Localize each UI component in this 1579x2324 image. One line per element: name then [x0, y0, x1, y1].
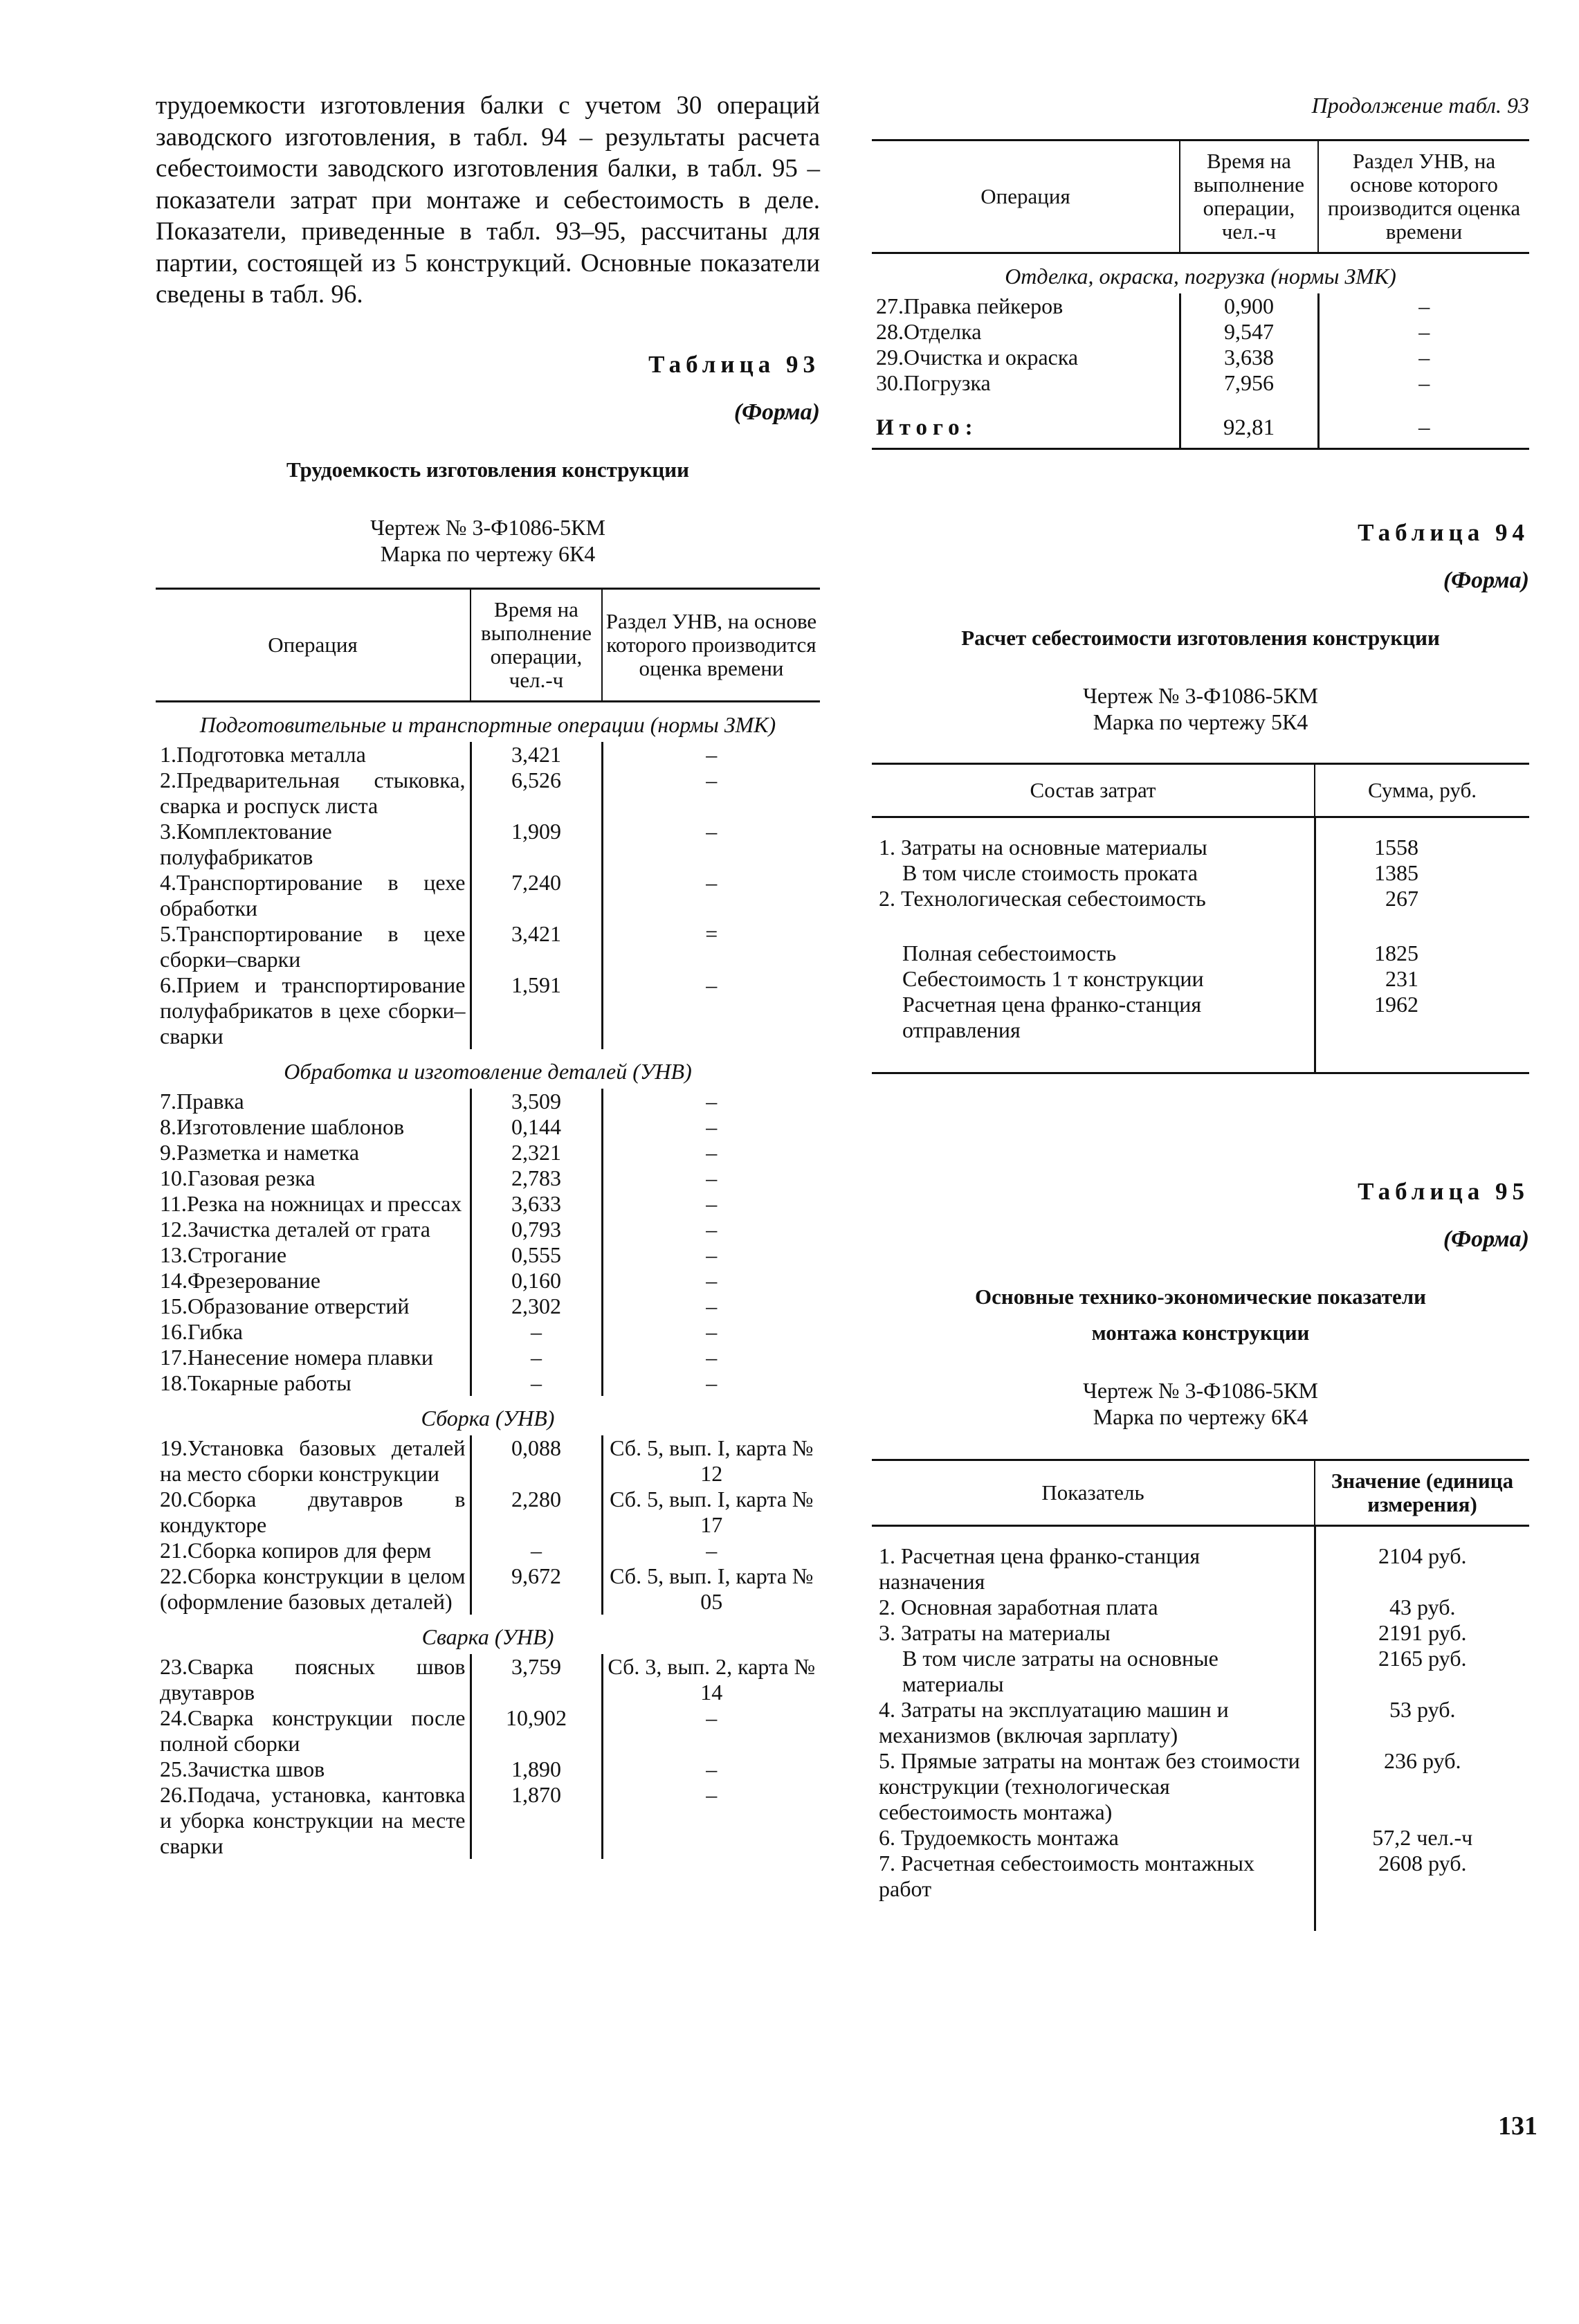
table-row — [156, 1370, 820, 1396]
row-number: 2. — [160, 767, 176, 792]
operation-name: Сварка поясных швов двутавров — [160, 1653, 466, 1705]
time-cell: 0,160 — [471, 1268, 602, 1293]
row-number: 7. — [160, 1088, 176, 1114]
table-row — [156, 1217, 820, 1242]
table-row — [872, 1646, 1529, 1697]
value-cell: 57,2 чел.-ч — [1315, 1825, 1529, 1851]
header-cost-item: Состав затрат — [872, 764, 1315, 817]
time-cell: – — [471, 1538, 602, 1563]
row-number: 22. — [160, 1563, 188, 1588]
operation-name: Газовая резка — [188, 1165, 316, 1190]
table94-body — [872, 817, 1529, 1073]
row-number: 20. — [160, 1486, 188, 1511]
table94-drawing: Чертеж № 3-Ф1086-5КМ — [1083, 683, 1318, 708]
time-cell: 7,240 — [471, 870, 602, 921]
spacer-row — [872, 1043, 1529, 1072]
row-number: 12. — [160, 1216, 188, 1242]
table93-header-row-cont — [872, 140, 1529, 253]
operation-cell — [872, 345, 1180, 370]
reference-cell: – — [1418, 319, 1430, 344]
time-cell: 0,144 — [471, 1114, 602, 1140]
operation-cell — [156, 1370, 471, 1396]
operation-cell — [156, 921, 471, 972]
reference-cell: Сб. 5, вып. I, карта № 05 — [610, 1563, 814, 1614]
table94-marka: Марка по чертежу 5К4 — [1093, 709, 1308, 734]
operation-cell — [156, 1782, 471, 1859]
operation-cell — [156, 1089, 471, 1114]
reference-cell: – — [706, 1781, 718, 1807]
operation-cell — [872, 293, 1180, 319]
section-title: Отделка, окраска, погрузка (нормы ЗМК) — [1005, 264, 1396, 289]
operation-cell — [156, 1268, 471, 1293]
spacer-cell — [1315, 1526, 1529, 1544]
operation-name: Сборка двутавров в кондукторе — [160, 1486, 466, 1537]
table-row — [156, 1268, 820, 1293]
time-cell: 0,088 — [471, 1435, 602, 1487]
row-number: 23. — [160, 1653, 188, 1679]
table-row — [156, 1756, 820, 1782]
reference-cell: – — [706, 1139, 718, 1165]
header-time: Время на выполнение операции, чел.-ч — [1180, 140, 1318, 253]
label-cell: 7. Расчетная себестоимость монтажных работ — [879, 1851, 1254, 1901]
value-cell: 2165 руб. — [1315, 1646, 1529, 1697]
operation-name: Установка базовых деталей на место сборки конструкции — [160, 1435, 466, 1486]
label-cell: Себестоимость 1 т конструкции — [902, 966, 1204, 991]
label-cell: Полная себестоимость — [902, 941, 1117, 965]
row-number: 4. — [160, 869, 176, 895]
time-cell: 10,902 — [471, 1705, 602, 1756]
table-row — [872, 1748, 1529, 1825]
total-ref: – — [1418, 415, 1430, 440]
table-row — [872, 1620, 1529, 1646]
table93-left — [156, 588, 820, 1859]
operation-cell — [156, 742, 471, 768]
section-row — [872, 253, 1529, 294]
reference-cell: – — [706, 1370, 718, 1395]
section-row — [156, 1615, 820, 1654]
row-number: 18. — [160, 1370, 188, 1395]
table94-header-row — [872, 764, 1529, 817]
header-operation: Операция — [156, 588, 471, 701]
reference-cell: – — [706, 1114, 718, 1139]
table93-forma: (Форма) — [733, 399, 820, 425]
row-number: 30. — [876, 370, 904, 395]
operation-name: Очистка и окраска — [904, 345, 1079, 370]
operation-name: Нанесение номера плавки — [188, 1344, 433, 1370]
spacer-cell — [872, 1043, 1315, 1072]
row-number: 11. — [160, 1190, 187, 1216]
value-cell: 236 руб. — [1315, 1748, 1529, 1825]
table93-right — [872, 139, 1529, 448]
row-number: 25. — [160, 1756, 188, 1781]
value-cell: 1962 — [1315, 992, 1529, 1043]
reference-cell: = — [705, 920, 718, 946]
table93-header-row — [156, 588, 820, 701]
value-cell: 2608 руб. — [1315, 1851, 1529, 1902]
row-number: 19. — [160, 1435, 188, 1460]
left-column — [156, 90, 820, 1859]
operation-cell — [156, 1756, 471, 1782]
section-title: Сборка (УНВ) — [421, 1405, 555, 1431]
section-title: Обработка и изготовление деталей (УНВ) — [284, 1058, 692, 1084]
spacer-row — [872, 817, 1529, 835]
reference-cell: – — [706, 1190, 718, 1216]
spacer-row — [872, 1526, 1529, 1544]
operation-cell — [156, 1654, 471, 1705]
reference-cell: – — [1418, 345, 1430, 370]
time-cell: 3,421 — [471, 921, 602, 972]
table-row — [156, 972, 820, 1049]
operation-cell — [156, 1165, 471, 1191]
time-cell: 9,672 — [471, 1563, 602, 1615]
time-cell: – — [471, 1345, 602, 1370]
row-number: 15. — [160, 1293, 188, 1318]
table-row — [156, 1140, 820, 1165]
reference-cell: – — [706, 741, 718, 767]
time-cell: 2,302 — [471, 1293, 602, 1319]
table-row — [872, 1595, 1529, 1620]
reference-cell: – — [706, 818, 718, 844]
table-row — [156, 742, 820, 768]
section-title: Сварка (УНВ) — [421, 1624, 554, 1649]
table-row — [156, 1165, 820, 1191]
page-number: 131 — [1498, 2112, 1537, 2141]
reference-cell: – — [706, 1705, 718, 1730]
table-row — [872, 1543, 1529, 1595]
reference-cell: – — [706, 1344, 718, 1370]
table-row — [872, 966, 1529, 992]
time-cell: 0,555 — [471, 1242, 602, 1268]
operation-cell — [156, 1293, 471, 1319]
label-cell: Расчетная цена франко-станция отправления — [902, 992, 1202, 1042]
operation-cell — [156, 972, 471, 1049]
row-number: 13. — [160, 1242, 188, 1267]
table-row — [872, 886, 1529, 911]
operation-cell — [156, 1242, 471, 1268]
time-cell: 9,547 — [1180, 319, 1318, 345]
table-row — [872, 1697, 1529, 1748]
table95-drawing-info — [872, 1377, 1529, 1430]
operation-cell — [156, 1435, 471, 1487]
operation-name: Изготовление шаблонов — [176, 1114, 405, 1139]
reference-cell: Сб. 3, вып. 2, карта № 14 — [608, 1653, 816, 1705]
operation-cell — [156, 1487, 471, 1538]
table95-body — [872, 1526, 1529, 1932]
table95-title: Основные технико-экономические показатели монтажа конструкции — [975, 1284, 1426, 1345]
reference-cell: – — [706, 1293, 718, 1318]
spacer-cell — [1315, 1902, 1529, 1931]
value-cell: 1825 — [1315, 941, 1529, 966]
table-row — [156, 1293, 820, 1319]
operation-name: Разметка и наметка — [176, 1139, 360, 1165]
label-cell: В том числе стоимость проката — [902, 860, 1198, 885]
operation-name: Сварка конструкции после полной сборки — [160, 1705, 466, 1756]
row-number: 17. — [160, 1344, 188, 1370]
row-number: 29. — [876, 345, 904, 370]
reference-cell: – — [706, 972, 718, 997]
right-column — [872, 90, 1529, 1931]
time-cell: 2,280 — [471, 1487, 602, 1538]
table-row — [156, 1487, 820, 1538]
table93-total — [872, 396, 1529, 448]
operation-name: Предварительная стыковка, сварка и роспуск листа — [160, 767, 466, 818]
label-cell: 1. Расчетная цена франко-станция назначения — [879, 1543, 1201, 1594]
time-cell: 7,956 — [1180, 370, 1318, 396]
table93-drawing: Чертеж № 3-Ф1086-5КМ — [370, 514, 605, 540]
header-sum: Сумма, руб. — [1315, 764, 1529, 817]
table94 — [872, 763, 1529, 1072]
table94-forma: (Форма) — [1443, 568, 1529, 593]
operation-cell — [156, 1538, 471, 1563]
spacer-cell — [872, 911, 1315, 941]
table-row — [872, 992, 1529, 1043]
reference-cell: – — [706, 1242, 718, 1267]
value-cell: 267 — [1315, 886, 1529, 911]
time-cell: 6,526 — [471, 768, 602, 819]
operation-name: Строгание — [188, 1242, 287, 1267]
operation-cell — [156, 819, 471, 870]
table93-bottom-rule — [872, 448, 1529, 450]
operation-name: Сборка копиров для ферм — [188, 1537, 432, 1563]
value-cell: 2104 руб. — [1315, 1543, 1529, 1595]
operation-name: Сборка конструкции в целом (оформление базовых деталей) — [160, 1563, 466, 1614]
table95 — [872, 1459, 1529, 1931]
operation-cell — [156, 1345, 471, 1370]
value-cell: 53 руб. — [1315, 1697, 1529, 1748]
reference-cell: – — [706, 1165, 718, 1190]
value-cell: 1385 — [1315, 860, 1529, 886]
table-row — [156, 1705, 820, 1756]
operation-cell — [156, 768, 471, 819]
operation-cell — [156, 1319, 471, 1345]
reference-cell: – — [706, 869, 718, 895]
reference-cell: Сб. 5, вып. I, карта № 17 — [610, 1486, 814, 1537]
header-reference: Раздел УНВ, на основе которого производится оценка времени — [1318, 140, 1529, 253]
row-number: 6. — [160, 972, 176, 997]
table93-left-body — [156, 701, 820, 1859]
table-row — [872, 293, 1529, 319]
table-row — [156, 1345, 820, 1370]
table-row — [872, 370, 1529, 396]
label-cell: 5. Прямые затраты на монтаж без стоимости конструкции (технологическая себестоимость монтажа) — [879, 1748, 1300, 1824]
table94-title: Расчет себестоимости изготовления конструкции — [961, 626, 1440, 650]
spacer-cell — [872, 817, 1315, 835]
label-cell: 3. Затраты на материалы — [879, 1620, 1111, 1645]
label-cell: В том числе затраты на основные материалы — [902, 1646, 1219, 1696]
spacer-cell — [872, 1902, 1315, 1931]
table94-bottom-rule — [872, 1072, 1529, 1074]
value-cell: 1558 — [1315, 835, 1529, 860]
operation-name: Подача, установка, кантовка и уборка конструкции на месте сварки — [160, 1781, 466, 1858]
table-row — [156, 1563, 820, 1615]
row-number: 8. — [160, 1114, 176, 1139]
row-number: 16. — [160, 1318, 188, 1344]
label-cell: 6. Трудоемкость монтажа — [879, 1825, 1119, 1850]
table-row — [156, 1538, 820, 1563]
row-number: 26. — [160, 1781, 188, 1807]
reference-cell: – — [1418, 370, 1430, 395]
table-row — [156, 1191, 820, 1217]
header-value: Значение (единица измерения) — [1315, 1460, 1529, 1526]
table-row — [156, 768, 820, 819]
row-number: 27. — [876, 293, 904, 318]
table-row — [872, 1851, 1529, 1902]
operation-name: Правка — [176, 1088, 244, 1114]
table-row — [872, 941, 1529, 966]
operation-name: Зачистка деталей от грата — [188, 1216, 430, 1242]
operation-name: Транспортирование в цехе сборки–сварки — [160, 920, 466, 972]
spacer-cell — [1315, 1043, 1529, 1072]
table-row — [156, 1782, 820, 1859]
time-cell: 3,421 — [471, 742, 602, 768]
operation-name: Транспортирование в цехе обработки — [160, 869, 466, 920]
time-cell: 3,759 — [471, 1654, 602, 1705]
spacer-cell — [1315, 817, 1529, 835]
table94-number: Таблица 94 — [1358, 519, 1529, 546]
table-row — [872, 835, 1529, 860]
operation-name: Резка на ножницах и прессах — [186, 1190, 462, 1216]
table95-forma: (Форма) — [1443, 1226, 1529, 1252]
reference-cell: – — [706, 767, 718, 792]
row-number: 21. — [160, 1537, 188, 1563]
reference-cell: – — [706, 1216, 718, 1242]
reference-cell: – — [706, 1318, 718, 1344]
time-cell: 1,909 — [471, 819, 602, 870]
operation-cell — [156, 1191, 471, 1217]
table-row — [872, 345, 1529, 370]
table93-continuation: Продолжение табл. 93 — [1311, 93, 1529, 118]
value-cell: 231 — [1315, 966, 1529, 992]
reference-cell: – — [706, 1537, 718, 1563]
operation-name: Комплектование полуфабрикатов — [160, 818, 332, 869]
reference-cell: – — [1418, 293, 1430, 318]
row-number: 1. — [160, 741, 176, 767]
section-row — [156, 701, 820, 742]
spacer-cell — [1315, 911, 1529, 941]
table-row — [156, 1114, 820, 1140]
intro-paragraph: трудоемкости изготовления балки с учетом 30 операций заводского изготовления, в табл. 94 – результаты расчета себестоимости заводского изготовления балки, в табл. 95 – показатели затрат при монтаже и себестоимость в деле. Показатели, приведенные в табл. 93–95, рассчитаны для партии, состоящей из 5 конструкций. Основные показатели сведены в табл. 96. — [156, 91, 820, 309]
time-cell: – — [471, 1370, 602, 1396]
table-row — [156, 1319, 820, 1345]
value-cell: 43 руб. — [1315, 1595, 1529, 1620]
table-row — [872, 319, 1529, 345]
time-cell: – — [471, 1319, 602, 1345]
total-label: Итого: — [876, 415, 978, 440]
operation-cell — [872, 319, 1180, 345]
table95-header-row — [872, 1460, 1529, 1526]
table95-number: Таблица 95 — [1358, 1178, 1529, 1205]
reference-cell: Сб. 5, вып. I, карта № 12 — [610, 1435, 814, 1486]
header-indicator: Показатель — [872, 1460, 1315, 1526]
table-row — [156, 1654, 820, 1705]
table95-drawing: Чертеж № 3-Ф1086-5КМ — [1083, 1378, 1318, 1403]
label-cell: 2. Основная заработная плата — [879, 1595, 1158, 1619]
label-cell: 4. Затраты на эксплуатацию машин и механизмов (включая зарплату) — [879, 1697, 1229, 1747]
table93-right-body — [872, 253, 1529, 397]
spacer-cell — [872, 1526, 1315, 1544]
section-row — [156, 1396, 820, 1435]
time-cell: 0,900 — [1180, 293, 1318, 319]
time-cell: 3,633 — [471, 1191, 602, 1217]
operation-name: Правка пейкеров — [904, 293, 1064, 318]
reference-cell: – — [706, 1088, 718, 1114]
table94-drawing-info — [872, 682, 1529, 735]
operation-cell — [872, 370, 1180, 396]
operation-name: Подготовка металла — [176, 741, 366, 767]
reference-cell: – — [706, 1756, 718, 1781]
table95-marka: Марка по чертежу 6К4 — [1093, 1404, 1308, 1429]
table93-title: Трудоемкость изготовления конструкции — [286, 457, 689, 482]
reference-cell: – — [706, 1267, 718, 1293]
operation-name: Токарные работы — [188, 1370, 352, 1395]
row-number: 14. — [160, 1267, 188, 1293]
operation-cell — [156, 1217, 471, 1242]
time-cell: 3,509 — [471, 1089, 602, 1114]
operation-cell — [156, 1140, 471, 1165]
table-row — [872, 860, 1529, 886]
row-number: 24. — [160, 1705, 188, 1730]
table-row — [156, 921, 820, 972]
header-operation: Операция — [872, 140, 1180, 253]
operation-name: Фрезерование — [188, 1267, 321, 1293]
time-cell: 1,890 — [471, 1756, 602, 1782]
section-title: Подготовительные и транспортные операции (нормы ЗМК) — [199, 711, 776, 737]
operation-name: Погрузка — [904, 370, 991, 395]
table-row — [156, 1089, 820, 1114]
table93-drawing-info — [156, 514, 820, 567]
total-time: 92,81 — [1180, 396, 1318, 448]
operation-cell — [156, 870, 471, 921]
operation-cell — [156, 1563, 471, 1615]
time-cell: 2,321 — [471, 1140, 602, 1165]
row-number: 9. — [160, 1139, 176, 1165]
operation-name: Отделка — [904, 319, 982, 344]
operation-name: Зачистка швов — [188, 1756, 325, 1781]
table-row — [156, 1242, 820, 1268]
row-number: 28. — [876, 319, 904, 344]
operation-name: Образование отверстий — [188, 1293, 410, 1318]
row-number: 10. — [160, 1165, 188, 1190]
operation-cell — [156, 1114, 471, 1140]
table-row — [156, 870, 820, 921]
row-number: 5. — [160, 920, 176, 946]
time-cell: 3,638 — [1180, 345, 1318, 370]
section-row — [156, 1049, 820, 1089]
operation-name: Гибка — [188, 1318, 243, 1344]
time-cell: 2,783 — [471, 1165, 602, 1191]
row-number: 3. — [160, 818, 176, 844]
header-time: Время на выполнение операции, чел.-ч — [471, 588, 602, 701]
time-cell: 1,591 — [471, 972, 602, 1049]
table93-marka: Марка по чертежу 6К4 — [380, 541, 596, 566]
table-row — [872, 1825, 1529, 1851]
spacer-row — [872, 911, 1529, 941]
time-cell: 1,870 — [471, 1782, 602, 1859]
total-row — [872, 396, 1529, 448]
spacer-row — [872, 1902, 1529, 1931]
header-reference: Раздел УНВ, на основе которого производится оценка времени — [602, 588, 820, 701]
value-cell: 2191 руб. — [1315, 1620, 1529, 1646]
table-row — [156, 1435, 820, 1487]
time-cell: 0,793 — [471, 1217, 602, 1242]
operation-name: Прием и транспортирование полуфабрикатов в цехе сборки–сварки — [160, 972, 466, 1048]
label-cell: 2. Технологическая себестоимость — [879, 886, 1206, 911]
table93-number: Таблица 93 — [648, 350, 820, 378]
table-row — [156, 819, 820, 870]
label-cell: 1. Затраты на основные материалы — [879, 835, 1207, 860]
operation-cell — [156, 1705, 471, 1756]
